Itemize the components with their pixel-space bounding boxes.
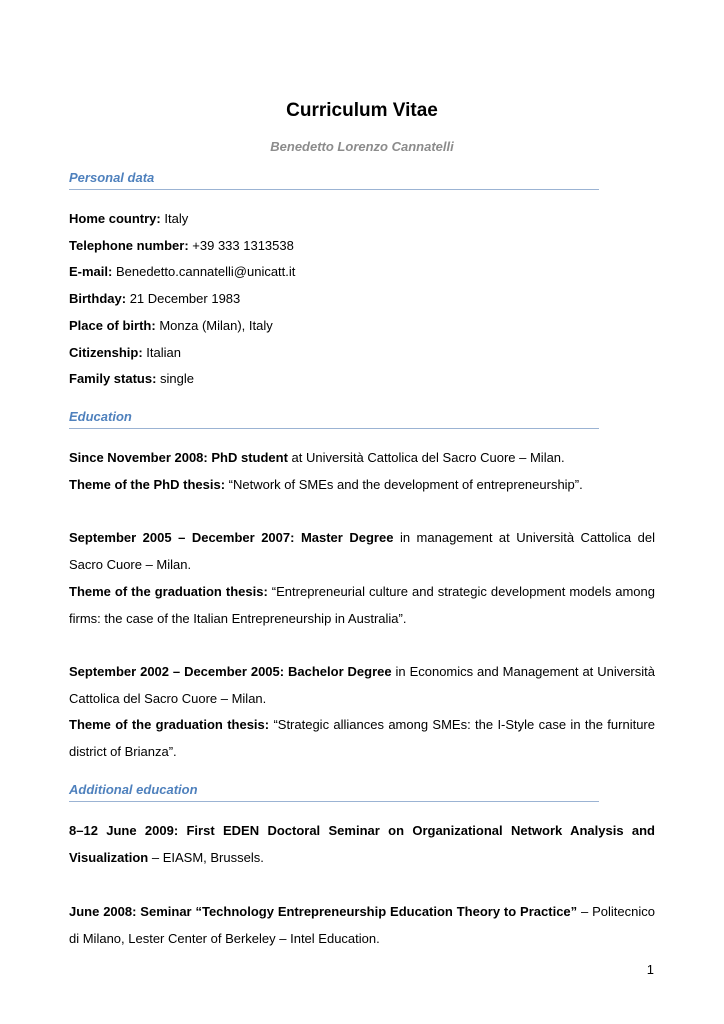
personal-row-telephone <box>69 232 655 259</box>
entry-bold: June 2008: Seminar “Technology Entrepreneurship Education Theory to Practice” <box>69 904 578 919</box>
education-entry-phd-thesis <box>69 471 655 498</box>
education-entry-phd <box>69 444 655 471</box>
personal-row-citizenship <box>69 339 655 366</box>
row-label: Family status: <box>69 371 157 386</box>
education-entry-master-thesis <box>69 578 655 632</box>
additional-entry-technology-seminar <box>69 898 655 952</box>
education-entry-bachelor <box>69 658 655 712</box>
row-value: Italy <box>164 211 189 226</box>
row-value: single <box>160 371 195 386</box>
personal-row-place-of-birth <box>69 312 655 339</box>
row-label: Home country: <box>69 211 161 226</box>
section-heading-personal: Personal data <box>69 170 599 190</box>
row-value: Benedetto.cannatelli@unicatt.it <box>115 264 296 279</box>
entry-text: in Economics and Management at Università Cattolica del Sacro Cuore – Milan. <box>69 664 655 706</box>
personal-row-home-country <box>69 205 655 232</box>
entry-bold: Theme of the PhD thesis: <box>69 477 226 492</box>
author-name: Benedetto Lorenzo Cannatelli <box>270 139 454 154</box>
row-label: E-mail: <box>69 264 113 279</box>
additional-entry-eden-seminar <box>69 817 655 871</box>
entry-bold: Theme of the graduation thesis: <box>69 584 268 599</box>
row-value: 21 December 1983 <box>129 291 241 306</box>
entry-bold: Since November 2008: PhD student <box>69 450 288 465</box>
education-entry-bachelor-thesis <box>69 711 655 765</box>
section-heading-additional-education: Additional education <box>69 782 599 802</box>
personal-row-family-status <box>69 365 655 392</box>
row-label: Birthday: <box>69 291 127 306</box>
entry-bold: Theme of the graduation thesis: <box>69 717 270 732</box>
row-value: Italian <box>146 345 181 360</box>
entry-bold: 8–12 June 2009: First EDEN Doctoral Seminar on Organizational Network Analysis and Visualization <box>69 823 655 865</box>
entry-bold: September 2005 – December 2007: Master Degree <box>69 530 394 545</box>
row-value: Monza (Milan), Italy <box>159 318 273 333</box>
entry-text: “Network of SMEs and the development of entrepreneurship”. <box>228 477 583 492</box>
row-label: Telephone number: <box>69 238 189 253</box>
row-value: +39 333 1313538 <box>192 238 294 253</box>
entry-text: – EIASM, Brussels. <box>151 850 264 865</box>
section-heading-education: Education <box>69 409 599 429</box>
education-entry-master <box>69 524 655 578</box>
personal-row-email <box>69 258 655 285</box>
entry-text: – Politecnico di Milano, Lester Center of Berkeley – Intel Education. <box>69 904 655 946</box>
row-label: Citizenship: <box>69 345 143 360</box>
entry-text: “Strategic alliances among SMEs: the I-Style case in the furniture district of Brianza”. <box>69 717 655 759</box>
page-title: Curriculum Vitae <box>286 100 438 121</box>
entry-text: at Università Cattolica del Sacro Cuore – Milan. <box>291 450 565 465</box>
entry-bold: September 2002 – December 2005: Bachelor Degree <box>69 664 392 679</box>
row-label: Place of birth: <box>69 318 156 333</box>
entry-text: “Entrepreneurial culture and strategic development models among firms: the case of the Italian Entrepreneurship in Australia”. <box>69 584 655 626</box>
entry-text: in management at Università Cattolica del Sacro Cuore – Milan. <box>69 530 655 572</box>
personal-row-birthday <box>69 285 655 312</box>
page-number: 1 <box>646 962 654 977</box>
